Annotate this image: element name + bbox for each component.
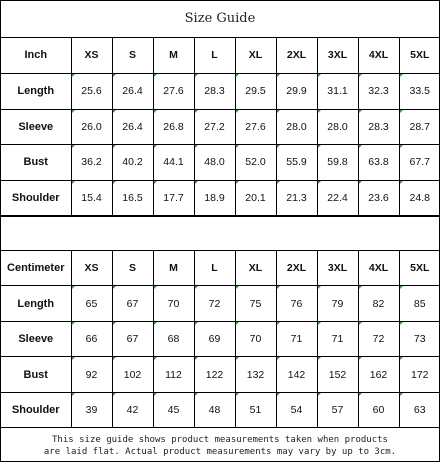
inch-size-header: 4XL <box>358 38 399 73</box>
table-row <box>1 286 440 322</box>
inch-size-header: L <box>194 38 235 73</box>
cm-size-header: XL <box>235 251 276 286</box>
cm-row-label: Length <box>1 286 71 322</box>
cm-measurement-cell: 42 <box>112 393 153 428</box>
cm-measurement-cell: 68 <box>153 322 194 357</box>
inch-measurement-cell: 52.0 <box>235 144 276 180</box>
centimeter-table <box>1 251 440 429</box>
inch-measurement-cell: 28.0 <box>317 109 358 144</box>
inch-measurement-cell: 24.8 <box>399 180 440 215</box>
inch-measurement-cell: 26.4 <box>112 73 153 109</box>
cm-header-row <box>1 251 440 286</box>
cm-measurement-cell: 54 <box>276 393 317 428</box>
cm-measurement-cell: 60 <box>358 393 399 428</box>
cm-measurement-cell: 82 <box>358 286 399 322</box>
cm-measurement-cell: 142 <box>276 357 317 393</box>
table-row <box>1 180 440 215</box>
cm-measurement-cell: 73 <box>399 322 440 357</box>
cm-size-header: 2XL <box>276 251 317 286</box>
inch-size-header: 2XL <box>276 38 317 73</box>
cm-measurement-cell: 70 <box>235 322 276 357</box>
cm-measurement-cell: 45 <box>153 393 194 428</box>
cm-measurement-cell: 85 <box>399 286 440 322</box>
cm-measurement-cell: 172 <box>399 357 440 393</box>
measurement-note <box>1 428 439 458</box>
inch-measurement-cell: 67.7 <box>399 144 440 180</box>
table-row <box>1 357 440 393</box>
cm-measurement-cell: 63 <box>399 393 440 428</box>
table-spacer <box>1 216 439 251</box>
inch-size-header: XS <box>71 38 112 73</box>
table-row <box>1 109 440 144</box>
inch-size-header: 3XL <box>317 38 358 73</box>
cm-measurement-cell: 72 <box>358 322 399 357</box>
table-row <box>1 144 440 180</box>
inch-measurement-cell: 26.8 <box>153 109 194 144</box>
inch-measurement-cell: 32.3 <box>358 73 399 109</box>
inch-size-header: S <box>112 38 153 73</box>
cm-size-header: XS <box>71 251 112 286</box>
inch-measurement-cell: 27.6 <box>153 73 194 109</box>
inch-size-header: 5XL <box>399 38 440 73</box>
cm-size-header: 5XL <box>399 251 440 286</box>
inch-row-label: Length <box>1 73 71 109</box>
inch-measurement-cell: 36.2 <box>71 144 112 180</box>
cm-measurement-cell: 79 <box>317 286 358 322</box>
inch-measurement-cell: 27.2 <box>194 109 235 144</box>
cm-measurement-cell: 57 <box>317 393 358 428</box>
inch-measurement-cell: 28.3 <box>194 73 235 109</box>
inch-measurement-cell: 55.9 <box>276 144 317 180</box>
cm-measurement-cell: 67 <box>112 322 153 357</box>
inch-measurement-cell: 18.9 <box>194 180 235 215</box>
inch-table <box>1 38 440 216</box>
inch-measurement-cell: 33.5 <box>399 73 440 109</box>
inch-measurement-cell: 31.1 <box>317 73 358 109</box>
cm-size-header: M <box>153 251 194 286</box>
inch-measurement-cell: 29.9 <box>276 73 317 109</box>
cm-measurement-cell: 71 <box>317 322 358 357</box>
cm-measurement-cell: 70 <box>153 286 194 322</box>
inch-measurement-cell: 40.2 <box>112 144 153 180</box>
cm-measurement-cell: 75 <box>235 286 276 322</box>
inch-measurement-cell: 16.5 <box>112 180 153 215</box>
cm-measurement-cell: 102 <box>112 357 153 393</box>
inch-measurement-cell: 15.4 <box>71 180 112 215</box>
cm-measurement-cell: 162 <box>358 357 399 393</box>
cm-measurement-cell: 76 <box>276 286 317 322</box>
inch-measurement-cell: 23.6 <box>358 180 399 215</box>
inch-measurement-cell: 28.7 <box>399 109 440 144</box>
cm-measurement-cell: 112 <box>153 357 194 393</box>
inch-measurement-cell: 21.3 <box>276 180 317 215</box>
cm-measurement-cell: 92 <box>71 357 112 393</box>
cm-measurement-cell: 48 <box>194 393 235 428</box>
cm-size-header: L <box>194 251 235 286</box>
cm-unit-label: Centimeter <box>1 251 71 286</box>
cm-measurement-cell: 39 <box>71 393 112 428</box>
table-row <box>1 393 440 428</box>
inch-measurement-cell: 26.4 <box>112 109 153 144</box>
cm-row-label: Bust <box>1 357 71 393</box>
table-row <box>1 73 440 109</box>
inch-measurement-cell: 25.6 <box>71 73 112 109</box>
cm-size-header: S <box>112 251 153 286</box>
inch-measurement-cell: 27.6 <box>235 109 276 144</box>
cm-size-header: 3XL <box>317 251 358 286</box>
cm-measurement-cell: 71 <box>276 322 317 357</box>
cm-measurement-cell: 72 <box>194 286 235 322</box>
inch-measurement-cell: 28.0 <box>276 109 317 144</box>
inch-measurement-cell: 20.1 <box>235 180 276 215</box>
cm-measurement-cell: 67 <box>112 286 153 322</box>
inch-size-header: XL <box>235 38 276 73</box>
cm-measurement-cell: 65 <box>71 286 112 322</box>
cm-measurement-cell: 51 <box>235 393 276 428</box>
cm-size-header: 4XL <box>358 251 399 286</box>
inch-measurement-cell: 63.8 <box>358 144 399 180</box>
note-line-1: This size guide shows product measurements taken when products <box>52 435 388 445</box>
cm-row-label: Shoulder <box>1 393 71 428</box>
inch-measurement-cell: 17.7 <box>153 180 194 215</box>
inch-measurement-cell: 48.0 <box>194 144 235 180</box>
inch-row-label: Shoulder <box>1 180 71 215</box>
inch-unit-label: Inch <box>1 38 71 73</box>
inch-measurement-cell: 29.5 <box>235 73 276 109</box>
table-row <box>1 322 440 357</box>
cm-measurement-cell: 66 <box>71 322 112 357</box>
inch-size-header: M <box>153 38 194 73</box>
inch-measurement-cell: 22.4 <box>317 180 358 215</box>
inch-measurement-cell: 28.3 <box>358 109 399 144</box>
inch-measurement-cell: 44.1 <box>153 144 194 180</box>
cm-measurement-cell: 69 <box>194 322 235 357</box>
inch-header-row <box>1 38 440 73</box>
inch-measurement-cell: 26.0 <box>71 109 112 144</box>
note-line-2: are laid flat. Actual product measurements may vary by up to 3cm. <box>43 447 397 457</box>
inch-measurement-cell: 59.8 <box>317 144 358 180</box>
cm-measurement-cell: 152 <box>317 357 358 393</box>
cm-row-label: Sleeve <box>1 322 71 357</box>
cm-measurement-cell: 122 <box>194 357 235 393</box>
cm-measurement-cell: 132 <box>235 357 276 393</box>
page-title: Size Guide <box>1 1 439 38</box>
inch-row-label: Bust <box>1 144 71 180</box>
inch-row-label: Sleeve <box>1 109 71 144</box>
